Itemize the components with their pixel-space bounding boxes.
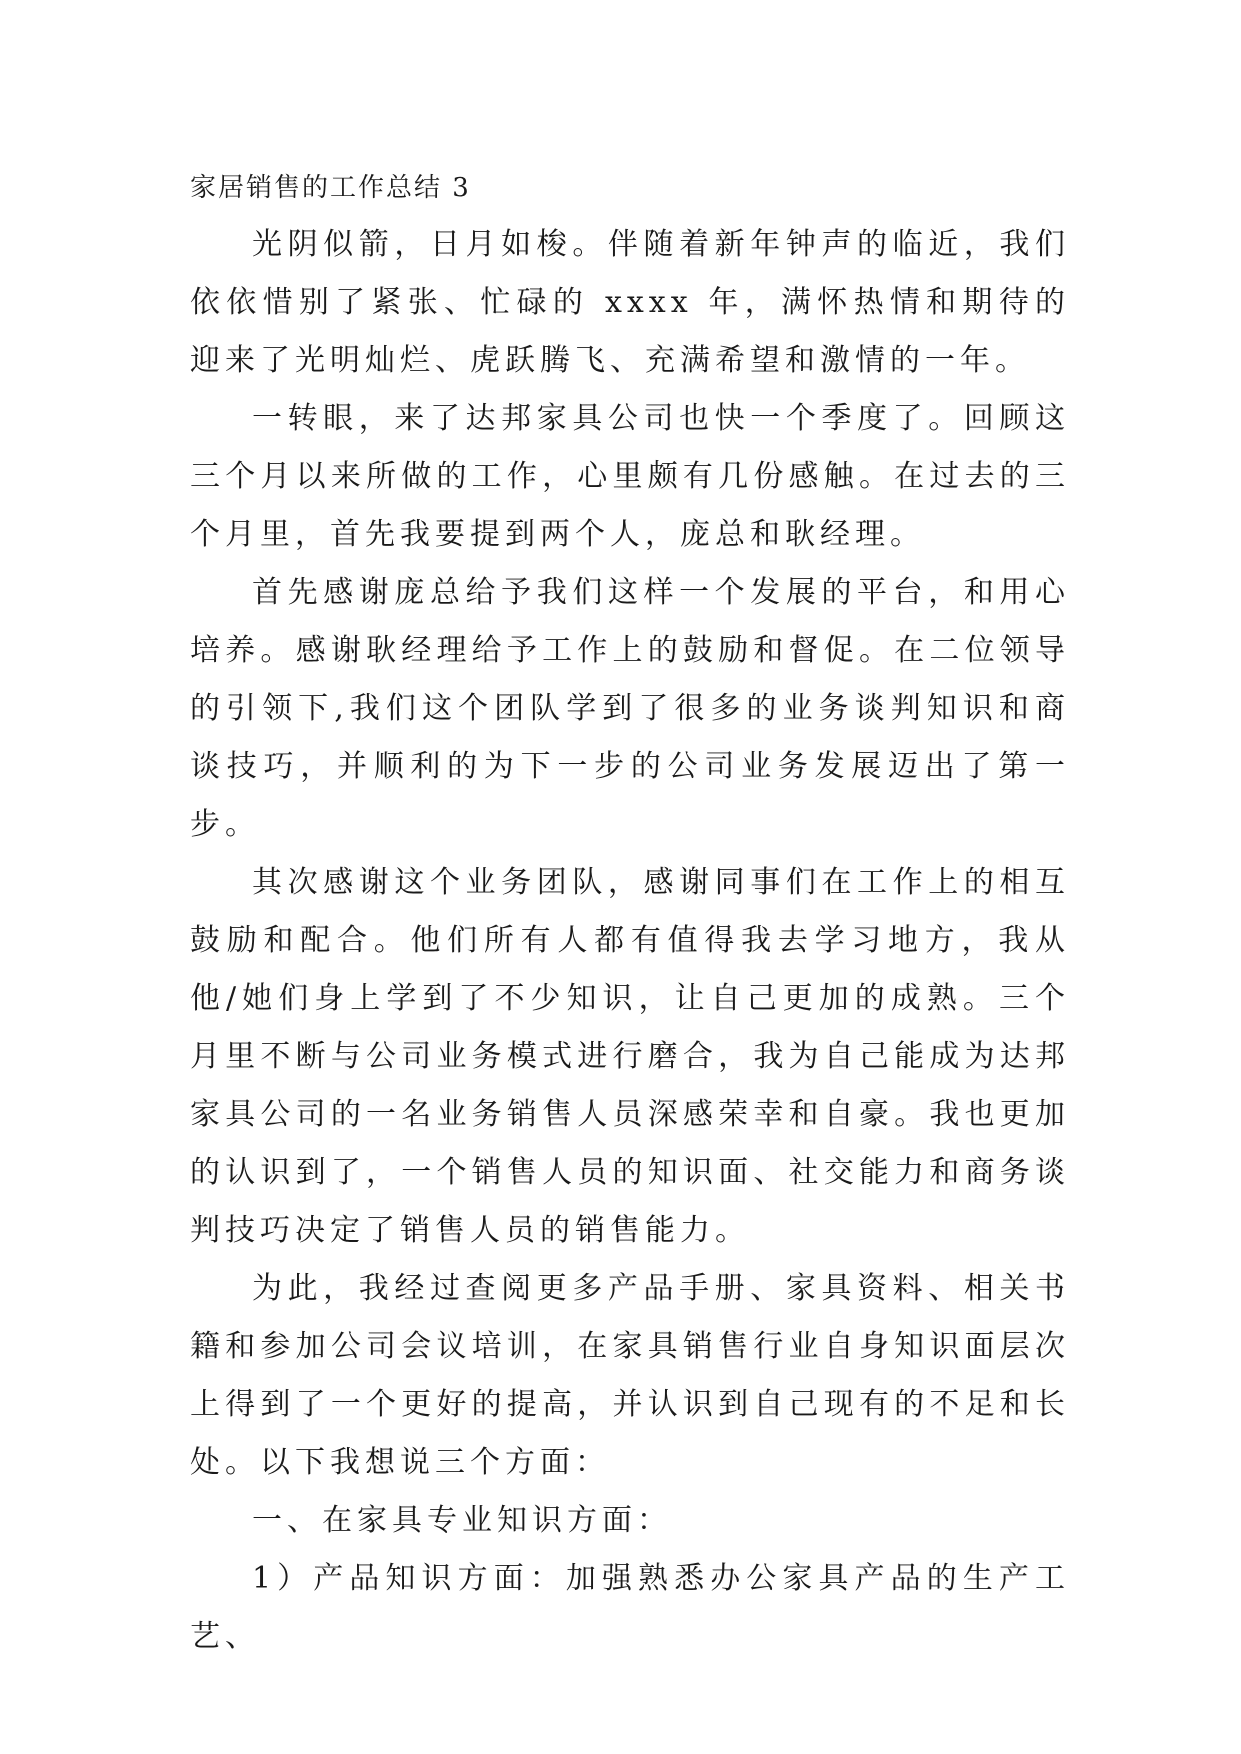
paragraph-thanks-leaders: 首先感谢庞总给予我们这样一个发展的平台，和用心培养。感谢耿经理给予工作上的鼓励和督促。在二位领导的引领下,我们这个团队学到了很多的业务谈判知识和商谈技巧，并顺利的为下一步的公司业务发展迈出了第一步。: [190, 575, 1070, 842]
section-heading-knowledge: 一、在家具专业知识方面：: [252, 1503, 672, 1538]
paragraph-thanks-team: 其次感谢这个业务团队，感谢同事们在工作上的相互鼓励和配合。他们所有人都有值得我去学习地方，我从他/她们身上学到了不少知识，让自己更加的成熟。三个月里不断与公司业务模式进行磨合，我为自己能成为达邦家具公司的一名业务销售人员深感荣幸和自豪。我也更加的认识到了，一个销售人员的知识面、社交能力和商务谈判技巧决定了销售人员的销售能力。: [190, 865, 1070, 1248]
paragraph-learning: 为此，我经过查阅更多产品手册、家具资料、相关书籍和参加公司会议培训，在家具销售行业自身知识面层次上得到了一个更好的提高，并认识到自己现有的不足和长处。以下我想说三个方面：: [190, 1271, 1070, 1480]
document-body: [190, 160, 1070, 1666]
document-title: 家居销售的工作总结 3: [190, 173, 471, 203]
paragraph-opening: 光阴似箭，日月如梭。伴随着新年钟声的临近，我们依依惜别了紧张、忙碌的 xxxx 年，满怀热情和期待的迎来了光明灿烂、虎跃腾飞、充满希望和激情的一年。: [190, 227, 1070, 378]
paragraph-review: 一转眼，来了达邦家具公司也快一个季度了。回顾这三个月以来所做的工作，心里颇有几份感触。在过去的三个月里，首先我要提到两个人，庞总和耿经理。: [190, 401, 1070, 552]
list-item-product-knowledge: 1）产品知识方面：加强熟悉办公家具产品的生产工艺、: [190, 1561, 1070, 1654]
